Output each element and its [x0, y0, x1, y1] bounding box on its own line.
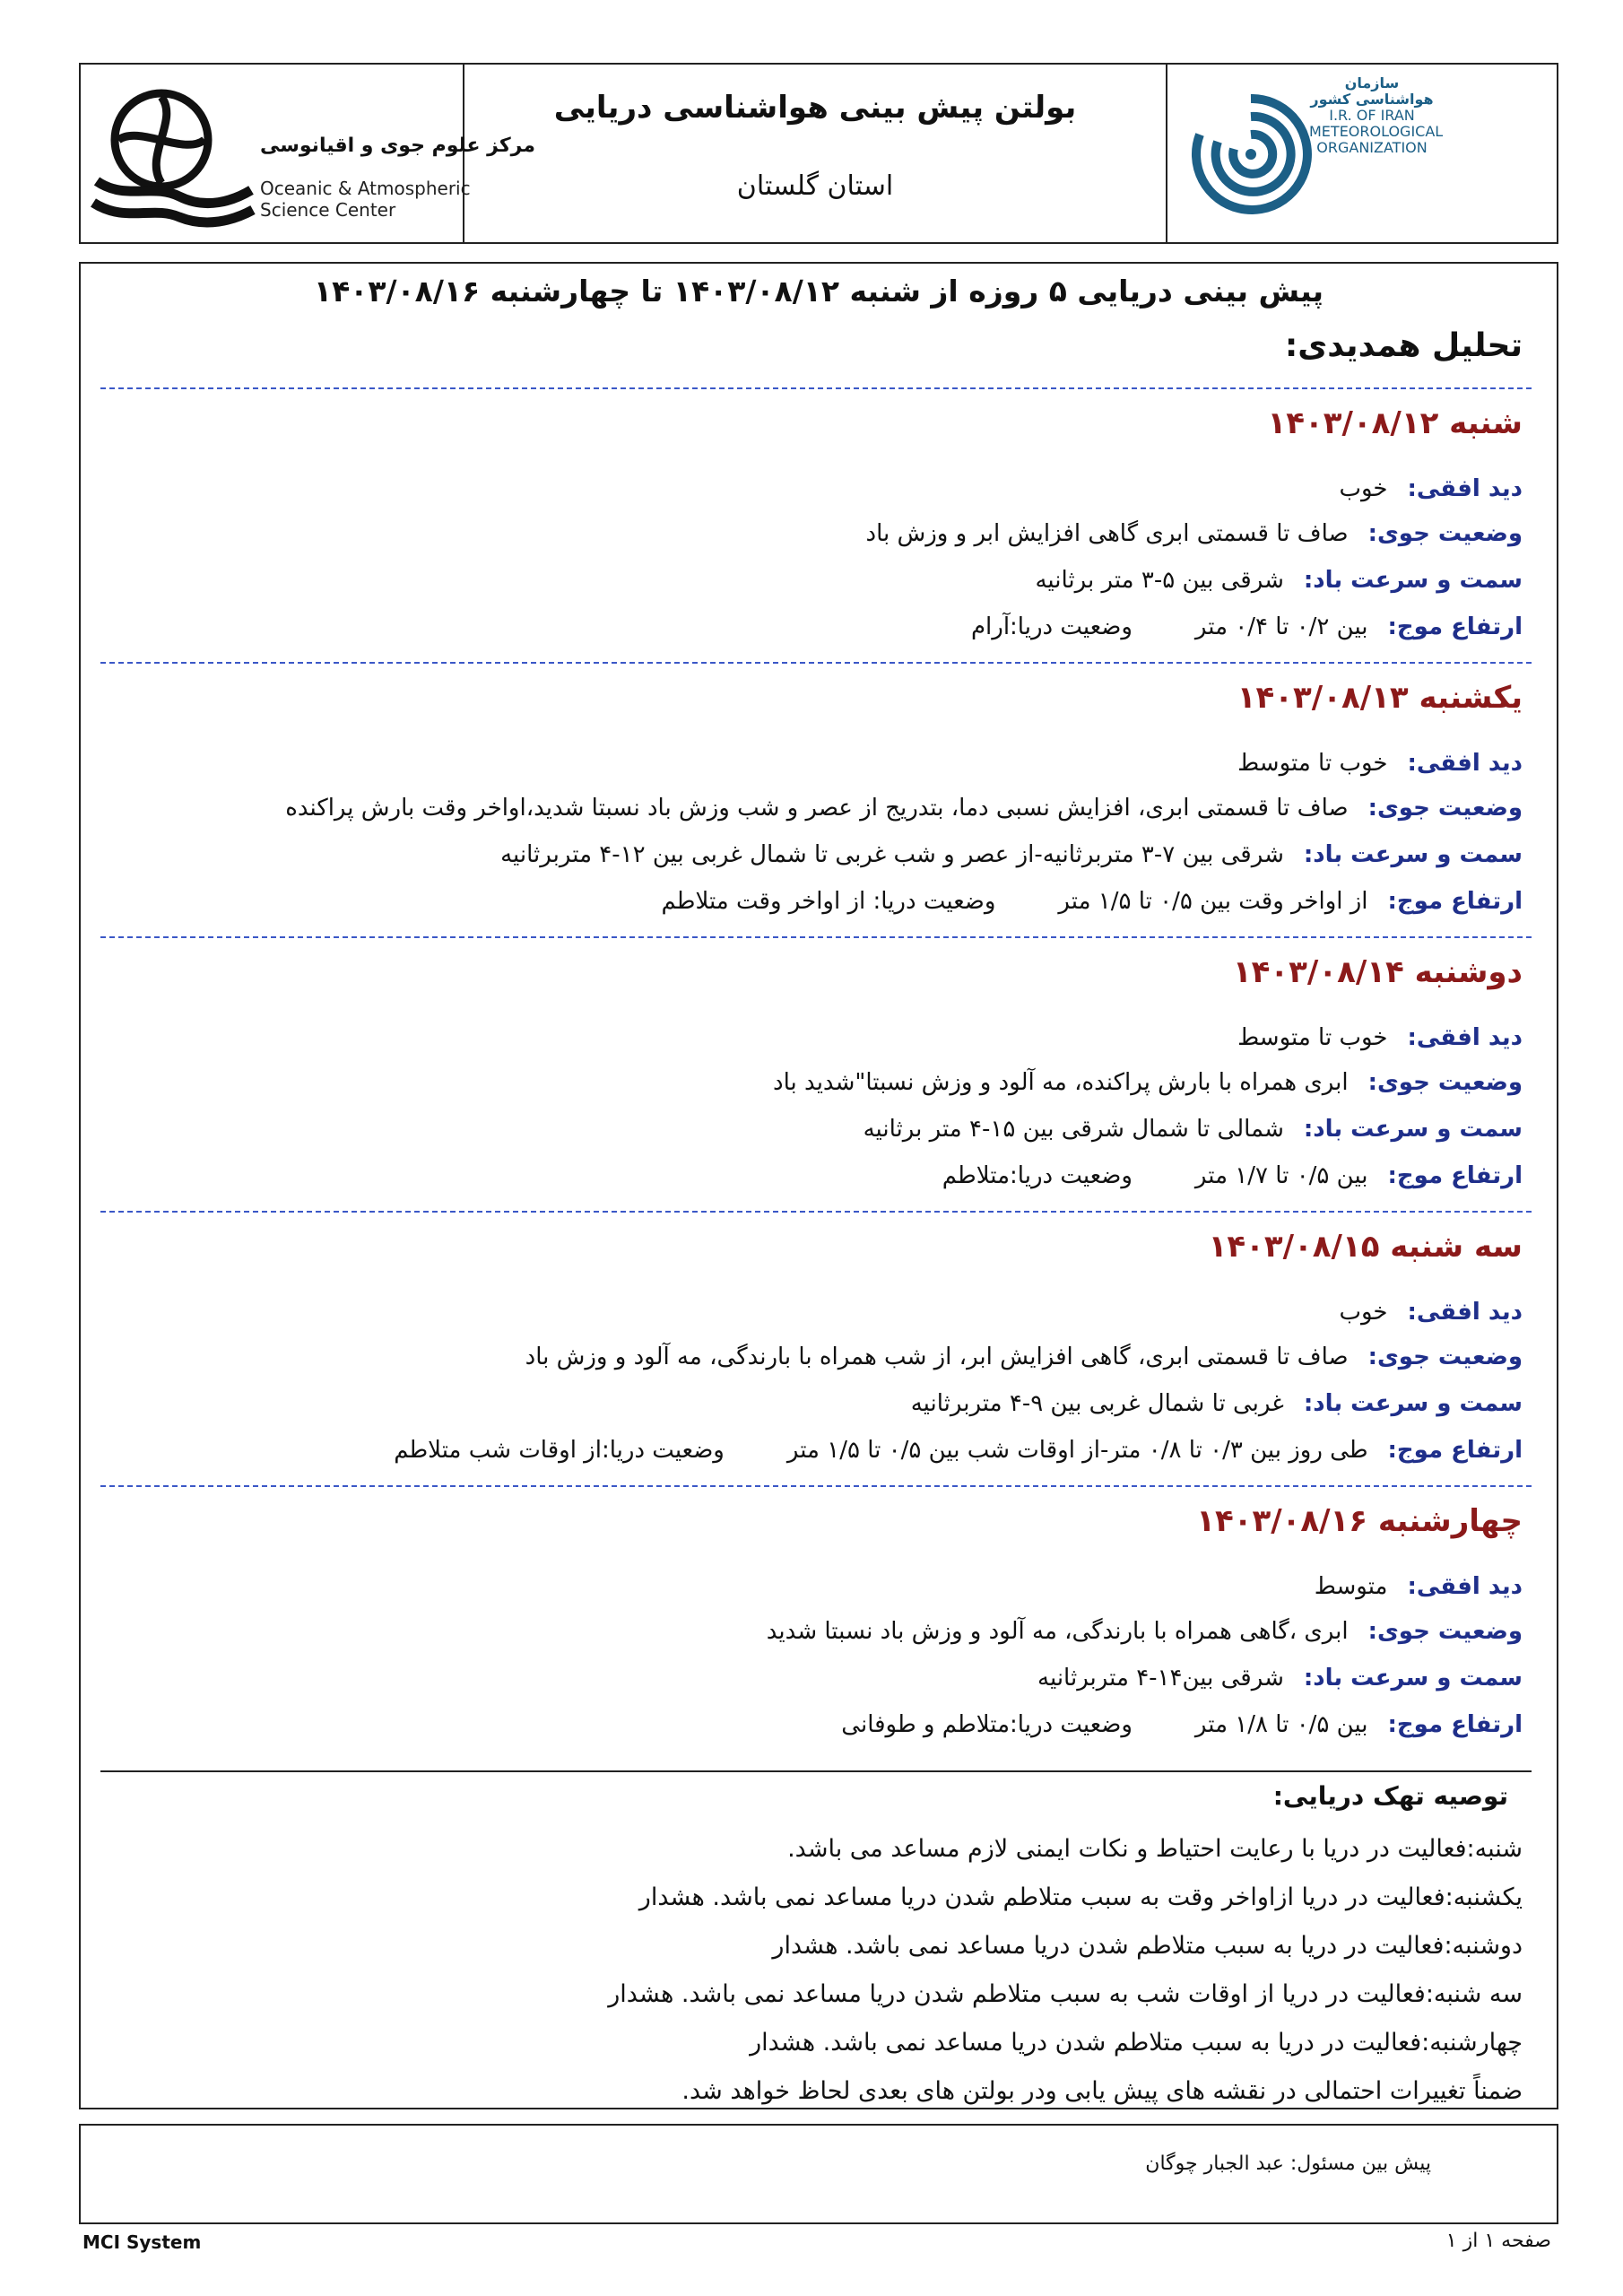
wind-label: سمت و سرعت باد:: [1303, 1665, 1523, 1692]
sea-state-value: وضعیت دریا:متلاطم: [942, 1162, 1133, 1189]
meteo-org-line2: I.R. OF IRAN: [1329, 107, 1415, 124]
wave-value: از اواخر وقت بین ۰/۵ تا ۱/۵ متر: [1058, 888, 1368, 915]
visibility-row: [1339, 475, 1523, 502]
weather-value: صاف تا قسمتی ابری گاهی افزایش ابر و وزش باد: [865, 520, 1349, 547]
advisory-line: دوشنبه:فعالیت در دریا به سبب متلاطم شدن دریا مساعد نمی باشد. هشدار: [772, 1932, 1523, 1960]
wind-row: [500, 841, 1523, 868]
wave-row: [394, 1437, 1523, 1464]
visibility-row: [1339, 1299, 1523, 1326]
oasc-name-en-line1: Oceanic & Atmospheric: [260, 178, 471, 199]
wind-row: [1037, 1665, 1523, 1692]
forecast-title: پیش بینی دریایی ۵ روزه از شنبه ۱۴۰۳/۰۸/۱۲ تا چهارشنبه ۱۴۰۳/۰۸/۱۶: [313, 274, 1324, 309]
wind-row: [1035, 567, 1523, 594]
weather-label: وضعیت جوی:: [1367, 520, 1523, 547]
advisory-line: یکشنبه:فعالیت در دریا ازاواخر وقت به سبب متلاطم شدن دریا مساعد نمی باشد. هشدار: [638, 1883, 1523, 1911]
weather-row: [285, 795, 1523, 822]
wave-row: [661, 888, 1523, 915]
meteo-org-name-fa: سازمان هواشناسی کشور: [1310, 74, 1434, 108]
wave-label: ارتفاع موج:: [1387, 1711, 1523, 1738]
wind-value: شرقی بین ۵-۳ متر برثانیه: [1035, 567, 1284, 594]
wave-label: ارتفاع موج:: [1387, 1162, 1523, 1189]
advisory-title: توصیه تهک دریایی:: [1272, 1781, 1508, 1811]
visibility-row: [1237, 750, 1523, 777]
advisory-divider: [100, 1770, 1532, 1772]
visibility-label: دید افقی:: [1407, 1299, 1523, 1326]
wave-label: ارتفاع موج:: [1387, 1437, 1523, 1464]
sea-state-value: وضعیت دریا:آرام: [970, 613, 1133, 640]
advisory-line: شنبه:فعالیت در دریا با رعایت احتیاط و نکات ایمنی لازم مساعد می باشد.: [787, 1835, 1523, 1863]
visibility-label: دید افقی:: [1407, 1573, 1523, 1600]
wave-row: [841, 1711, 1523, 1738]
wind-row: [864, 1116, 1523, 1143]
wind-label: سمت و سرعت باد:: [1303, 841, 1523, 868]
day-heading: دوشنبه ۱۴۰۳/۰۸/۱۴: [1232, 954, 1523, 990]
advisory-line: ضمناً تغییرات احتمالی در نقشه های پیش یابی ودر بولتن های بعدی لحاظ خواهد شد.: [681, 2077, 1523, 2105]
dashed-divider: [100, 662, 1532, 664]
wave-value: بین ۰/۵ تا ۱/۷ متر: [1194, 1162, 1368, 1189]
weather-row: [866, 520, 1523, 547]
weather-label: وضعیت جوی:: [1367, 795, 1523, 822]
wave-value: طی روز بین ۰/۳ تا ۰/۸ متر-از اوقات شب بین ۰/۵ تا ۱/۵ متر: [786, 1437, 1368, 1464]
wave-row: [971, 613, 1523, 640]
weather-row: [767, 1618, 1523, 1645]
visibility-label: دید افقی:: [1407, 1024, 1523, 1051]
dashed-divider: [100, 936, 1532, 938]
weather-label: وضعیت جوی:: [1367, 1618, 1523, 1645]
dashed-divider: [100, 387, 1532, 389]
bulletin-title: بولتن پیش بینی هواشناسی دریایی: [553, 90, 1077, 126]
sea-state-value: وضعیت دریا: از اواخر وقت متلاطم: [661, 888, 996, 915]
wave-row: [942, 1162, 1523, 1189]
wind-value: شرقی بین ۷-۳ متربرثانیه-از عصر و شب غربی تا شمال غربی بین ۱۲-۴ متربرثانیه: [500, 841, 1284, 868]
meteo-org-text: [1309, 74, 1444, 156]
weather-value: ابری همراه با بارش پراکنده، مه آلود و وزش نسبتا"شدید باد: [773, 1069, 1349, 1096]
meteo-org-line4: ORGANIZATION: [1316, 139, 1428, 156]
day-heading: یکشنبه ۱۴۰۳/۰۸/۱۳: [1237, 680, 1523, 716]
oasc-name-fa: مرکز علوم جوی و اقیانوسی: [260, 135, 535, 157]
page-number: صفحه ۱ از ۱: [1445, 2230, 1551, 2252]
advisory-line: سه شنبه:فعالیت در دریا از اوقات شب به سبب متلاطم شدن دریا مساعد نمی باشد. هشدار: [608, 1980, 1523, 2008]
weather-label: وضعیت جوی:: [1367, 1069, 1523, 1096]
advisory-line: چهارشنبه:فعالیت در دریا به سبب متلاطم شدن دریا مساعد نمی باشد. هشدار: [750, 2029, 1523, 2057]
wind-row: [911, 1390, 1523, 1417]
oasc-name-en-line2: Science Center: [260, 199, 396, 221]
wave-value: بین ۰/۲ تا ۰/۴ متر: [1194, 613, 1368, 640]
forecaster-name: پیش بین مسئول: عبد الجبار چوگان: [1145, 2152, 1431, 2175]
visibility-label: دید افقی:: [1407, 475, 1523, 502]
meteo-org-logo-icon: [1184, 72, 1318, 229]
sea-state-value: وضعیت دریا:متلاطم و طوفانی: [841, 1711, 1133, 1738]
visibility-value: خوب تا متوسط: [1237, 750, 1388, 777]
dashed-divider: [100, 1485, 1532, 1487]
weather-row: [773, 1069, 1523, 1096]
visibility-row: [1315, 1573, 1523, 1600]
wind-value: شرقی بین۱۴-۴ متربرثانیه: [1037, 1665, 1284, 1692]
visibility-row: [1237, 1024, 1523, 1051]
weather-row: [525, 1344, 1523, 1370]
oasc-name-en: [260, 178, 471, 221]
visibility-value: خوب: [1339, 1299, 1388, 1326]
sea-state-value: وضعیت دریا:از اوقات شب متلاطم: [394, 1437, 725, 1464]
weather-value: صاف تا قسمتی ابری، افزایش نسبی دما، بتدریج از عصر و شب وزش باد نسبتا شدید،اواخر وقت بارش پراکنده: [285, 795, 1349, 822]
wave-value: بین ۰/۵ تا ۱/۸ متر: [1194, 1711, 1368, 1738]
weather-value: صاف تا قسمتی ابری، گاهی افزایش ابر، از شب همراه با بارندگی، مه آلود و وزش باد: [525, 1344, 1349, 1370]
province-name: استان گلستان: [736, 170, 894, 202]
visibility-label: دید افقی:: [1407, 750, 1523, 777]
visibility-value: خوب: [1339, 475, 1388, 502]
wind-label: سمت و سرعت باد:: [1303, 1116, 1523, 1143]
wind-label: سمت و سرعت باد:: [1303, 1390, 1523, 1417]
wave-label: ارتفاع موج:: [1387, 888, 1523, 915]
system-name: MCI System: [82, 2231, 202, 2253]
day-heading: چهارشنبه ۱۴۰۳/۰۸/۱۶: [1196, 1503, 1523, 1539]
wind-value: غربی تا شمال غربی بین ۹-۴ متربرثانیه: [910, 1390, 1284, 1417]
wind-value: شمالی تا شمال شرقی بین ۱۵-۴ متر برثانیه: [863, 1116, 1284, 1143]
meteo-org-line3: METEOROLOGICAL: [1309, 123, 1444, 140]
wave-label: ارتفاع موج:: [1387, 613, 1523, 640]
weather-value: ابری ،گاهی همراه با بارندگی، مه آلود و وزش باد نسبتا شدید: [766, 1618, 1349, 1645]
weather-label: وضعیت جوی:: [1367, 1344, 1523, 1370]
visibility-value: خوب تا متوسط: [1237, 1024, 1388, 1051]
visibility-value: متوسط: [1314, 1573, 1388, 1600]
wind-label: سمت و سرعت باد:: [1303, 567, 1523, 594]
oasc-logo-icon: [90, 75, 256, 232]
synoptic-analysis-label: تحلیل همدیدی:: [1284, 327, 1523, 364]
dashed-divider: [100, 1211, 1532, 1213]
day-heading: شنبه ۱۴۰۳/۰۸/۱۲: [1267, 405, 1523, 441]
day-heading: سه شنبه ۱۴۰۳/۰۸/۱۵: [1208, 1229, 1523, 1265]
